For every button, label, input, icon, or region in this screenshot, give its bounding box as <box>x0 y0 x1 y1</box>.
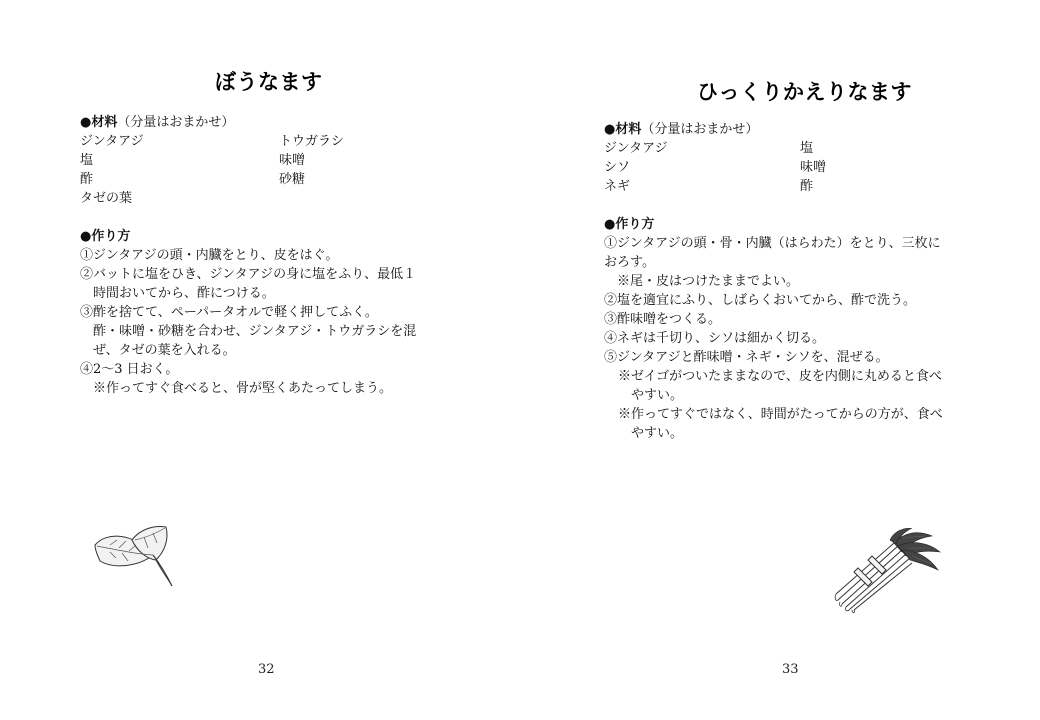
ingredients-heading <box>80 113 500 132</box>
method-step-continued: 酢・味噌・砂糖を合わせ、ジンタアジ・トウガラシを混 <box>93 324 417 339</box>
recipe-body <box>80 113 500 398</box>
method-heading: ●作り方 <box>604 217 655 232</box>
method-note: ※作ってすぐ食べると、骨が堅くあたってしまう。 <box>93 381 393 396</box>
method-step: ①ジンタアジの頭・内臓をとり、皮をはぐ。 <box>80 248 339 263</box>
method-step-continued: おろす。 <box>604 255 655 270</box>
ingredients-note: （分量はおまかせ） <box>641 122 759 137</box>
method-note: ※尾・皮はつけたままでよい。 <box>617 274 800 289</box>
ingredient: 塩 <box>800 141 814 156</box>
method-step: ④2～3 日おく。 <box>80 362 179 377</box>
recipe-body <box>604 120 1024 443</box>
ingredients-list <box>604 139 1024 196</box>
ingredient: 塩 <box>80 153 94 168</box>
ingredient: トウガラシ <box>279 134 345 149</box>
method-note: ※作ってすぐではなく、時間がたってからの方が、食べ <box>618 407 943 422</box>
method-step-continued: 時間おいてから、酢につける。 <box>93 286 275 301</box>
method-step: ③酢味噌をつくる。 <box>604 312 722 327</box>
page-number: 32 <box>258 662 275 677</box>
method-step: ③酢を捨てて、ペーパータオルで軽く押してふく。 <box>80 305 378 320</box>
ingredients-heading <box>604 120 1024 139</box>
method-step: ①ジンタアジの頭・骨・内臓（はらわた）をとり、三枚に <box>604 236 941 251</box>
ingredient: ネギ <box>604 179 631 194</box>
method-note-continued: やすい。 <box>631 388 684 403</box>
ingredient: 酢 <box>800 179 814 194</box>
method-note: ※ゼイゴがついたままなので、皮を内側に丸めると食べ <box>618 369 942 384</box>
ingredients-heading-label: ●材料 <box>80 115 118 130</box>
ingredients-note: （分量はおまかせ） <box>117 115 235 130</box>
method-step: ④ネギは千切り、シソは細かく切る。 <box>604 331 826 346</box>
ingredient: ジンタアジ <box>80 134 144 149</box>
right-page <box>520 0 1040 720</box>
ingredient: 砂糖 <box>279 172 306 187</box>
method-step: ②バットに塩をひき、ジンタアジの身に塩をふり、最低１ <box>80 267 417 282</box>
ingredient: ジンタアジ <box>604 141 668 156</box>
method-step: ②塩を適宜にふり、しばらくおいてから、酢で洗う。 <box>604 293 917 308</box>
method-step: ⑤ジンタアジと酢味噌・ネギ・シソを、混ぜる。 <box>604 350 889 365</box>
ingredients-heading-label: ●材料 <box>604 122 642 137</box>
method-heading: ●作り方 <box>80 229 131 244</box>
ingredient: シソ <box>604 160 631 175</box>
green-onion-bundle-icon <box>832 528 944 614</box>
recipe-title: ひっくりかえりなます <box>697 80 912 104</box>
recipe-title: ぼうなます <box>215 70 323 94</box>
method-note-continued: やすい。 <box>631 426 684 441</box>
ingredient: タゼの葉 <box>80 191 133 206</box>
leaf-icon <box>92 524 178 592</box>
ingredient: 酢 <box>80 172 94 187</box>
ingredient: 味噌 <box>279 153 306 168</box>
page-number: 33 <box>782 662 799 677</box>
ingredients-list <box>80 132 500 208</box>
ingredient: 味噌 <box>800 160 827 175</box>
method-step-continued: ぜ、タゼの葉を入れる。 <box>93 343 236 358</box>
